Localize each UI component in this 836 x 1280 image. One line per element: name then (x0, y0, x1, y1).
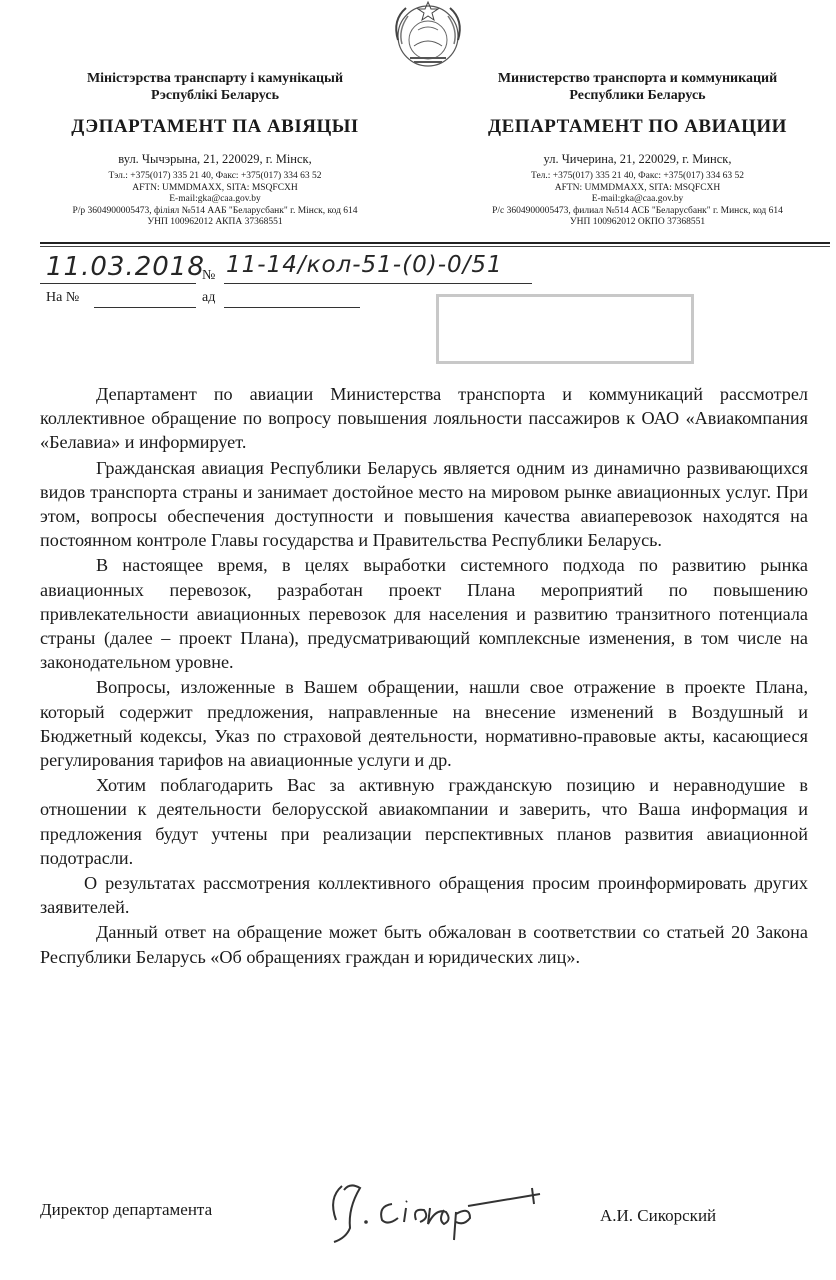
signatory-title: Директор департамента (40, 1200, 213, 1219)
aftn-ru: AFTN: UMMDMAXX, SITA: MSQFCXH (554, 182, 721, 193)
email-be: E-mail:gka@caa.gov.by (169, 194, 261, 204)
na-label: На № (46, 290, 80, 305)
header-russian (440, 70, 835, 229)
paragraph-6: О результатах рассмотрения коллективного обращения просим проинформировать других заявителей. (40, 873, 808, 918)
unp-be: УНП 100962012 АКПА 37368551 (147, 217, 283, 227)
phones-ru: Тел.: +375(017) 335 21 40, Факс: +375(017) 334 63 52 (531, 171, 744, 181)
ministry-name-ru-2: Республики Беларусь (569, 88, 706, 103)
handwritten-signature (320, 1168, 550, 1248)
address-be: вул. Чычэрына, 21, 220029, г. Мінск, (118, 152, 312, 166)
paragraph-7: Данный ответ на обращение может быть обжалован в соответствии со статьей 20 Закона Республики Беларусь «Об обращениях граждан и юридических лиц». (40, 922, 808, 967)
number-underline (224, 283, 532, 284)
state-emblem-icon (388, 0, 468, 70)
phones-be: Тэл.: +375(017) 335 21 40, Факс: +375(017) 334 63 52 (108, 171, 322, 181)
signatory-name: А.И. Сикорский (600, 1206, 717, 1225)
ministry-name-be-1: Міністэрства транспарту і камунікацый (86, 71, 344, 86)
redacted-addressee-box (436, 294, 694, 364)
paragraph-1: Департамент по авиации Министерства транспорта и коммуникаций рассмотрел коллективное обращение по вопросу повышения лояльности пассажиров к ОАО «Авиакомпания «Белавиа» и информирует. (40, 384, 808, 453)
paragraph-2: Гражданская авиация Республики Беларусь является одним из динамично развивающихся видов транспорта страны и занимает достойное место на мировом рынке авиационных услуг. При этом, вопросы обеспечения доступности и повышения качества авиаперевозок находятся на постоянном контроле Главы государства и Правительства Республики Беларусь. (40, 457, 808, 551)
department-name-ru: ДЕПАРТАМЕНТ ПО АВИАЦИИ (488, 116, 787, 137)
bank-be: Р/р 3604900005473, філіял №514 ААБ "Беларусбанк" г. Мінск, код 614 (72, 205, 358, 216)
aftn-be: AFTN: UMMDMAXX, SITA: MSQFCXH (132, 182, 298, 193)
bank-ru: Р/с 3604900005473, филиал №514 АСБ "Беларусбанк" г. Минск, код 614 (492, 205, 783, 216)
department-name-be: ДЭПАРТАМЕНТ ПА АВІЯЦЫІ (71, 116, 359, 137)
header-belarusian (20, 70, 410, 229)
paragraph-5: Хотим поблагодарить Вас за активную гражданскую позицию и неравнодушие в отношении к деятельности белорусской авиакомпании и заверить, что Ваша информация и предложения будут учтены при реализации перспективных планов развития авиационной подотрасли. (40, 775, 808, 868)
ministry-name-be-2: Рэспублікі Беларусь (150, 88, 279, 103)
email-ru: E-mail:gka@caa.gov.by (591, 194, 684, 204)
letter-body (40, 382, 808, 970)
unp-ru: УНП 100962012 ОКПО 37368551 (569, 217, 706, 227)
header-divider (40, 242, 830, 244)
number-label: № (202, 268, 216, 283)
date-underline (40, 283, 196, 284)
header-divider-thin (40, 246, 830, 247)
paragraph-3: В настоящее время, в целях выработки системного подхода по развитию рынка авиационных перевозок, разработан проект Плана мероприятий по повышению привлекательности авиационных перевозок для населения и развитию транзитного потенциала страны (далее – проект Плана), предусматривающий комплексные изменения, в том числе на законодательном уровне. (40, 555, 808, 673)
ad-label: ад (202, 290, 216, 305)
ad-underline (224, 307, 360, 308)
handwritten-date: 11.03.2018 (46, 252, 205, 282)
paragraph-4: Вопросы, изложенные в Вашем обращении, нашли свое отражение в проекте Плана, который содержит предложения, направленные на внесение изменений в Воздушный и Бюджетный кодексы, Указ по страховой деятельности, нормативно-правовые акты, касающиеся регулирования тарифов на авиационные услуги и др. (40, 677, 808, 771)
ministry-name-ru-1: Министерство транспорта и коммуникаций (497, 71, 778, 86)
handwritten-number: 11-14/кол-51-(0)-0/51 (226, 252, 503, 278)
na-underline (94, 307, 196, 308)
address-ru: ул. Чичерина, 21, 220029, г. Минск, (543, 152, 732, 166)
